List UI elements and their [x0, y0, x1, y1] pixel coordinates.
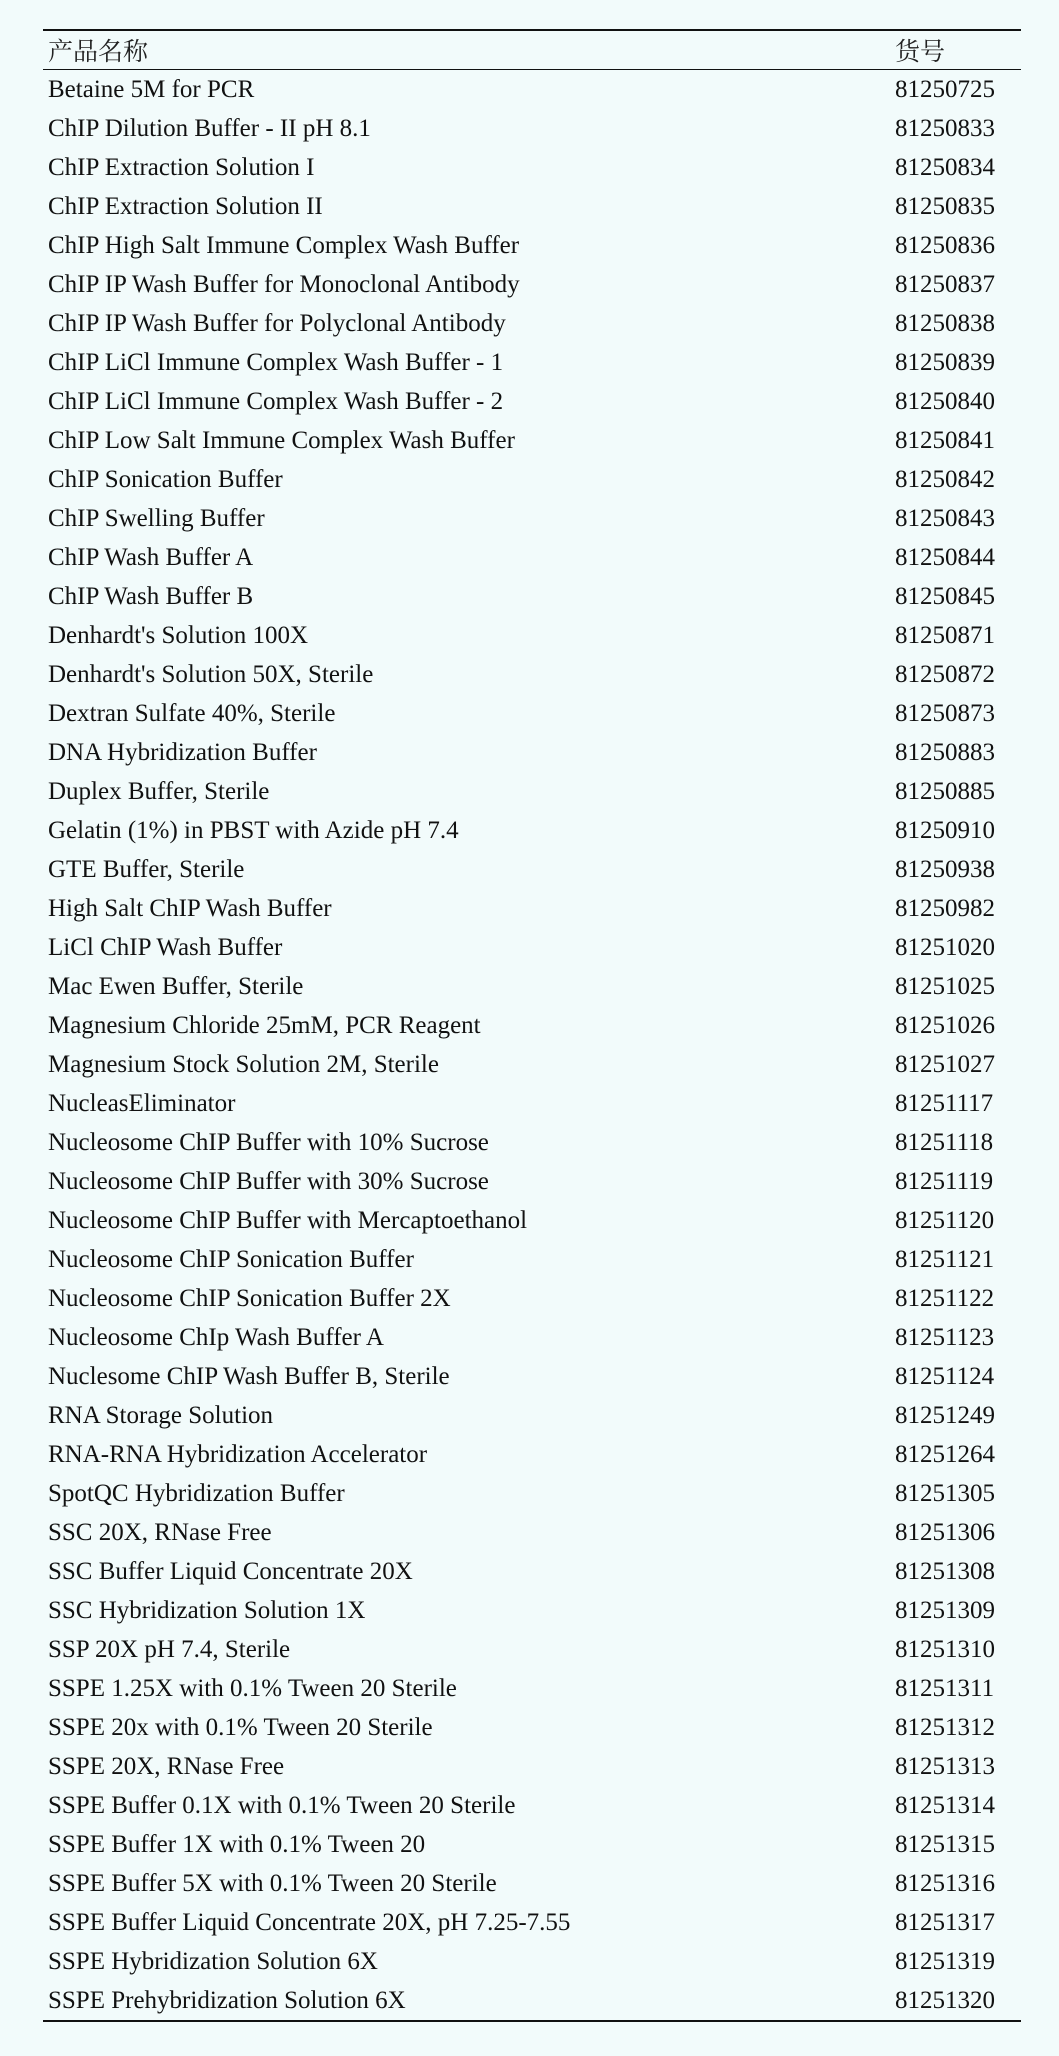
- product-code-cell: 81251027: [895, 1051, 995, 1078]
- product-name-cell: Magnesium Chloride 25mM, PCR Reagent: [48, 1012, 481, 1039]
- product-code-cell: 81251117: [895, 1090, 994, 1117]
- table-row: [43, 382, 1021, 421]
- product-name-cell: Nucleosome ChIP Sonication Buffer: [48, 1246, 414, 1273]
- product-code-cell: 81250883: [895, 739, 995, 766]
- product-name-cell: SSPE 20X, RNase Free: [48, 1753, 285, 1780]
- product-name-cell: Dextran Sulfate 40%, Sterile: [48, 700, 336, 727]
- product-code-cell: 81251264: [895, 1441, 995, 1468]
- product-code-cell: 81251320: [895, 1987, 995, 2014]
- product-code-cell: 81251020: [895, 934, 995, 961]
- product-code-cell: 81251025: [895, 973, 995, 1000]
- table-row: [43, 928, 1021, 967]
- product-name-cell: ChIP Extraction Solution I: [48, 154, 315, 181]
- table-row: [43, 577, 1021, 616]
- table-row: [43, 1864, 1021, 1903]
- table-row: [43, 889, 1021, 928]
- product-name-cell: Gelatin (1%) in PBST with Azide pH 7.4: [48, 817, 459, 844]
- product-name-cell: SSC Hybridization Solution 1X: [48, 1597, 366, 1624]
- header-product-name: 产品名称: [48, 37, 149, 66]
- product-name-cell: LiCl ChIP Wash Buffer: [48, 934, 283, 961]
- table-row: [43, 1708, 1021, 1747]
- product-name-cell: Nucleosome ChIP Buffer with 30% Sucrose: [48, 1168, 489, 1195]
- table-row: [43, 421, 1021, 460]
- product-code-cell: 81250982: [895, 895, 995, 922]
- product-code-cell: 81250842: [895, 466, 995, 493]
- product-name-cell: RNA Storage Solution: [48, 1402, 274, 1429]
- product-code-cell: 81251312: [895, 1714, 995, 1741]
- product-name-cell: SSPE 20x with 0.1% Tween 20 Sterile: [48, 1714, 433, 1741]
- header-product-code: 货号: [895, 37, 946, 66]
- product-code-cell: 81250910: [895, 817, 995, 844]
- product-name-cell: SpotQC Hybridization Buffer: [48, 1480, 345, 1507]
- product-code-cell: 81250841: [895, 427, 995, 454]
- product-code-cell: 81251311: [895, 1675, 995, 1702]
- product-code-cell: 81251305: [895, 1480, 995, 1507]
- table-row: [43, 70, 1021, 110]
- product-name-cell: SSPE Hybridization Solution 6X: [48, 1948, 378, 1975]
- table-row: [43, 343, 1021, 382]
- table-row: [43, 1045, 1021, 1084]
- product-code-cell: 81250843: [895, 505, 995, 532]
- table-row: [43, 460, 1021, 499]
- table-row: [43, 1279, 1021, 1318]
- product-code-cell: 81250938: [895, 856, 995, 883]
- product-name-cell: Mac Ewen Buffer, Sterile: [48, 973, 304, 1000]
- product-name-cell: ChIP Swelling Buffer: [48, 505, 265, 532]
- table-row: [43, 733, 1021, 772]
- table-row: [43, 1318, 1021, 1357]
- table-row: [43, 1903, 1021, 1942]
- table-row: [43, 1435, 1021, 1474]
- product-code-cell: 81251308: [895, 1558, 995, 1585]
- table-row: [43, 967, 1021, 1006]
- table-row: [43, 1981, 1021, 2021]
- product-code-cell: 81251319: [895, 1948, 995, 1975]
- table-row: [43, 811, 1021, 850]
- product-name-cell: SSC Buffer Liquid Concentrate 20X: [48, 1558, 413, 1585]
- product-name-cell: Denhardt's Solution 100X: [48, 622, 309, 649]
- product-code-cell: 81251313: [895, 1753, 995, 1780]
- table-row: [43, 187, 1021, 226]
- product-name-cell: ChIP LiCl Immune Complex Wash Buffer - 2: [48, 388, 504, 415]
- product-code-cell: 81251315: [895, 1831, 995, 1858]
- product-name-cell: ChIP LiCl Immune Complex Wash Buffer - 1: [48, 349, 504, 376]
- product-name-cell: ChIP Wash Buffer B: [48, 583, 254, 610]
- product-name-cell: Nucleosome ChIP Buffer with Mercaptoethanol: [48, 1207, 528, 1234]
- product-name-cell: ChIP High Salt Immune Complex Wash Buffer: [48, 232, 520, 259]
- product-name-cell: ChIP Wash Buffer A: [48, 544, 254, 571]
- product-name-cell: SSP 20X pH 7.4, Sterile: [48, 1636, 291, 1663]
- product-code-cell: 81251123: [895, 1324, 995, 1351]
- table-row: [43, 1084, 1021, 1123]
- product-name-cell: Nucleosome ChIP Sonication Buffer 2X: [48, 1285, 451, 1312]
- table-row: [43, 1825, 1021, 1864]
- product-name-cell: ChIP Low Salt Immune Complex Wash Buffer: [48, 427, 515, 454]
- product-code-cell: 81250837: [895, 271, 995, 298]
- product-name-cell: ChIP Extraction Solution II: [48, 193, 323, 220]
- table-row: [43, 1357, 1021, 1396]
- table-row: [43, 1552, 1021, 1591]
- product-code-cell: 81251310: [895, 1636, 995, 1663]
- product-name-cell: SSPE Buffer 5X with 0.1% Tween 20 Sterile: [48, 1870, 497, 1897]
- product-code-cell: 81250840: [895, 388, 995, 415]
- product-name-cell: DNA Hybridization Buffer: [48, 739, 317, 766]
- product-name-cell: Nucleosome ChIp Wash Buffer A: [48, 1324, 384, 1351]
- table-row: [43, 1786, 1021, 1825]
- table-row: [43, 1201, 1021, 1240]
- table-row: [43, 148, 1021, 187]
- table-row: [43, 538, 1021, 577]
- product-code-cell: 81251314: [895, 1792, 995, 1819]
- table-row: [43, 1474, 1021, 1513]
- header-row: [43, 30, 1021, 70]
- table-row: [43, 265, 1021, 304]
- table-row: [43, 1942, 1021, 1981]
- product-name-cell: ChIP IP Wash Buffer for Polyclonal Antibody: [48, 310, 506, 337]
- product-code-cell: 81251026: [895, 1012, 995, 1039]
- table-row: [43, 109, 1021, 148]
- table-row: [43, 1747, 1021, 1786]
- table-row: [43, 694, 1021, 733]
- product-code-cell: 81250838: [895, 310, 995, 337]
- product-code-cell: 81250834: [895, 154, 995, 181]
- product-name-cell: SSPE 1.25X with 0.1% Tween 20 Sterile: [48, 1675, 457, 1702]
- product-name-cell: SSPE Buffer 0.1X with 0.1% Tween 20 Sterile: [48, 1792, 516, 1819]
- product-code-cell: 81250725: [895, 76, 995, 103]
- product-code-cell: 81250845: [895, 583, 995, 610]
- product-code-cell: 81250836: [895, 232, 995, 259]
- product-code-cell: 81251119: [895, 1168, 994, 1195]
- table-row: [43, 1006, 1021, 1045]
- product-code-cell: 81250871: [895, 622, 995, 649]
- product-name-cell: ChIP IP Wash Buffer for Monoclonal Antibody: [48, 271, 520, 298]
- product-name-cell: SSPE Prehybridization Solution 6X: [48, 1987, 406, 2014]
- product-name-cell: ChIP Sonication Buffer: [48, 466, 283, 493]
- product-code-cell: 81250873: [895, 700, 995, 727]
- product-name-cell: RNA-RNA Hybridization Accelerator: [48, 1441, 428, 1468]
- product-code-cell: 81250885: [895, 778, 995, 805]
- product-name-cell: ChIP Dilution Buffer - II pH 8.1: [48, 115, 371, 142]
- table-row: [43, 1630, 1021, 1669]
- product-code-cell: 81251122: [895, 1285, 995, 1312]
- product-name-cell: SSPE Buffer 1X with 0.1% Tween 20: [48, 1831, 426, 1858]
- table-header: [43, 30, 1021, 70]
- product-code-cell: 81251120: [895, 1207, 995, 1234]
- product-name-cell: GTE Buffer, Sterile: [48, 856, 245, 883]
- product-table: [43, 29, 1021, 2022]
- product-code-cell: 81251306: [895, 1519, 995, 1546]
- product-name-cell: Nucleosome ChIP Buffer with 10% Sucrose: [48, 1129, 489, 1156]
- table-row: [43, 1162, 1021, 1201]
- table-row: [43, 226, 1021, 265]
- product-name-cell: Betaine 5M for PCR: [48, 76, 255, 103]
- product-code-cell: 81251121: [895, 1246, 995, 1273]
- product-name-cell: High Salt ChIP Wash Buffer: [48, 895, 332, 922]
- product-code-cell: 81251124: [895, 1363, 995, 1390]
- table-row: [43, 1513, 1021, 1552]
- product-name-cell: Duplex Buffer, Sterile: [48, 778, 270, 805]
- table-row: [43, 499, 1021, 538]
- product-code-cell: 81250844: [895, 544, 995, 571]
- product-name-cell: SSC 20X, RNase Free: [48, 1519, 272, 1546]
- table-row: [43, 1240, 1021, 1279]
- table-row: [43, 304, 1021, 343]
- product-code-cell: 81250839: [895, 349, 995, 376]
- table-row: [43, 1669, 1021, 1708]
- product-name-cell: Magnesium Stock Solution 2M, Sterile: [48, 1051, 439, 1078]
- table-row: [43, 1591, 1021, 1630]
- product-code-cell: 81251317: [895, 1909, 995, 1936]
- table-row: [43, 616, 1021, 655]
- table-row: [43, 1396, 1021, 1435]
- product-name-cell: NucleasEliminator: [48, 1090, 236, 1117]
- product-name-cell: Nuclesome ChIP Wash Buffer B, Sterile: [48, 1363, 450, 1390]
- product-name-cell: Denhardt's Solution 50X, Sterile: [48, 661, 374, 688]
- product-code-cell: 81251316: [895, 1870, 995, 1897]
- product-code-cell: 81250835: [895, 193, 995, 220]
- table-body: [43, 70, 1021, 2022]
- product-code-cell: 81251249: [895, 1402, 995, 1429]
- product-code-cell: 81251118: [895, 1129, 994, 1156]
- product-name-cell: SSPE Buffer Liquid Concentrate 20X, pH 7.25-7.55: [48, 1909, 571, 1936]
- table-row: [43, 772, 1021, 811]
- table-row: [43, 655, 1021, 694]
- product-code-cell: 81251309: [895, 1597, 995, 1624]
- product-code-cell: 81250833: [895, 115, 995, 142]
- table-row: [43, 850, 1021, 889]
- product-code-cell: 81250872: [895, 661, 995, 688]
- table-row: [43, 1123, 1021, 1162]
